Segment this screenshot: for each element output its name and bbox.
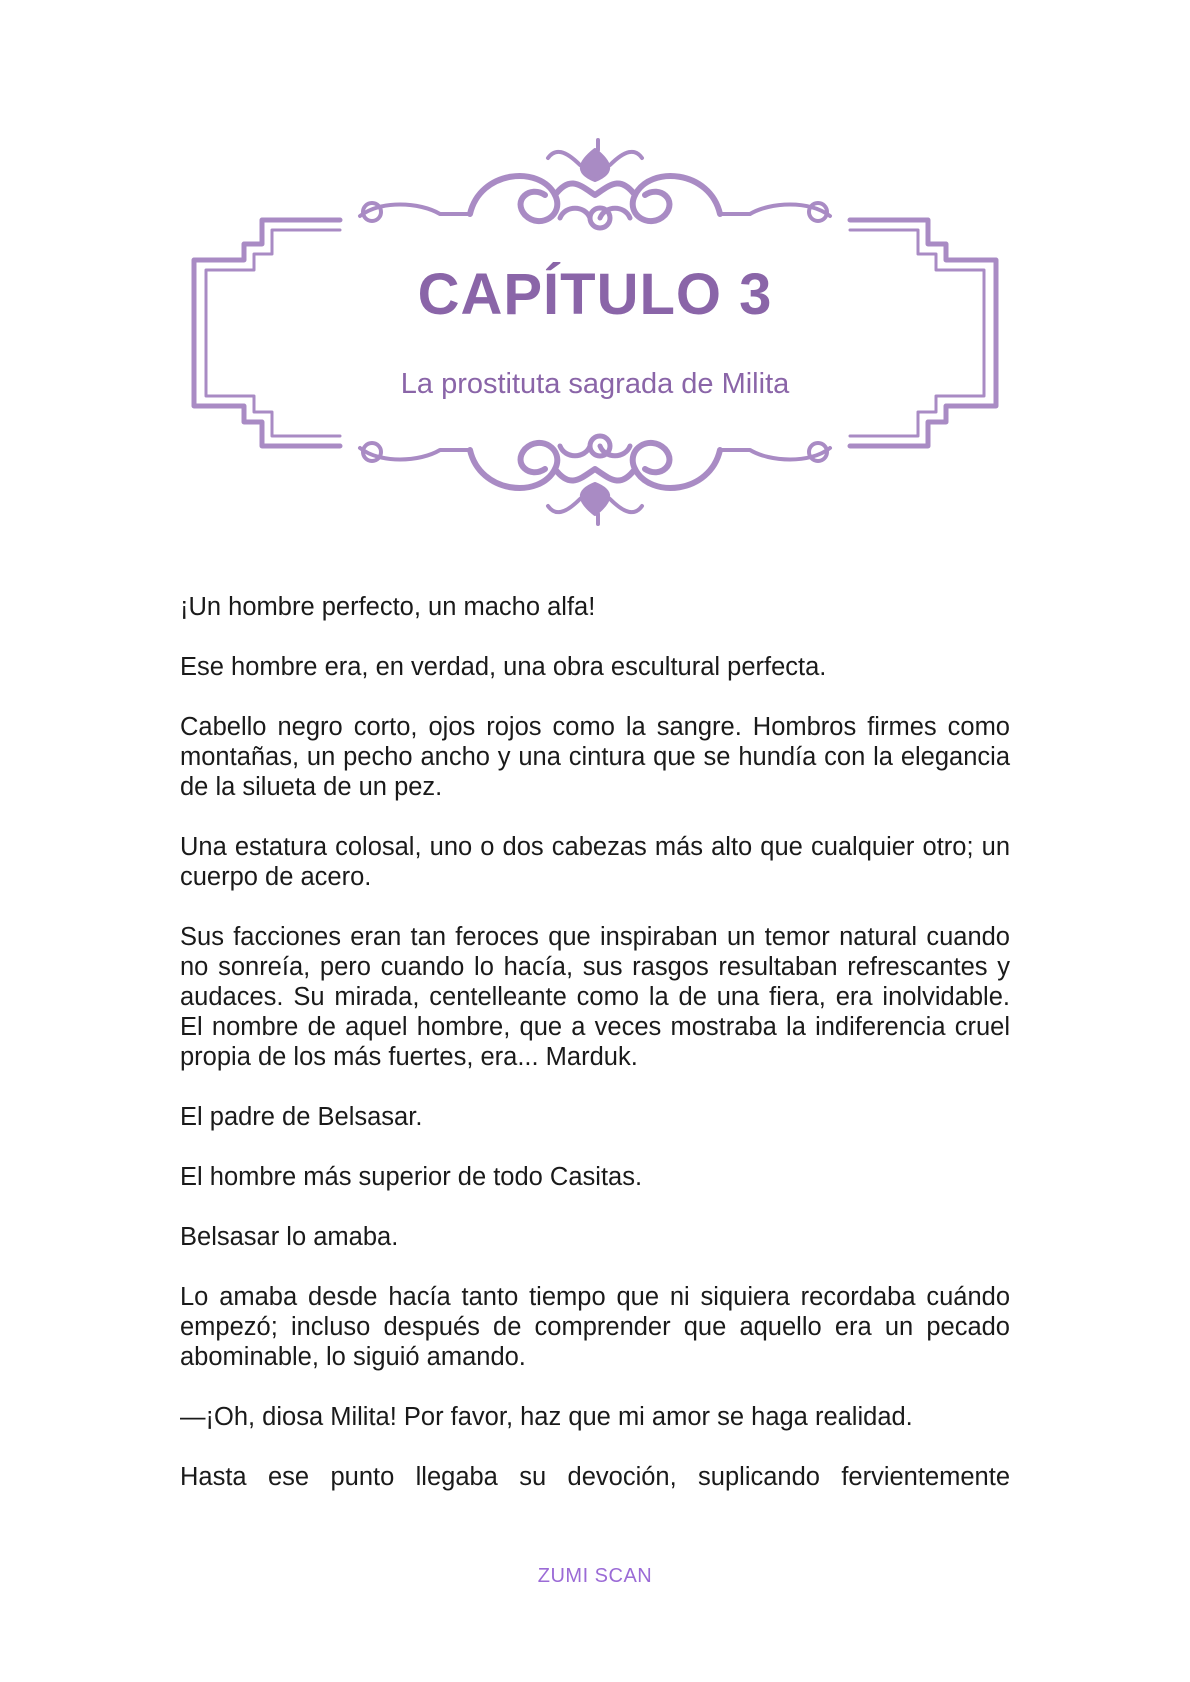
paragraph: El padre de Belsasar. xyxy=(180,1103,423,1131)
chapter-subtitle: La prostituta sagrada de Milita xyxy=(400,368,790,400)
paragraph: Lo amaba desde hacía tanto tiempo que ni siquiera recordaba cuándo empezó; incluso después de comprender que aquello era un pecado abominable, lo siguió amando. xyxy=(180,1283,1010,1371)
paragraph: —¡Oh, diosa Milita! Por favor, haz que mi amor se haga realidad. xyxy=(180,1403,913,1431)
footer-watermark: ZUMI SCAN xyxy=(537,1565,653,1587)
paragraph: ¡Un hombre perfecto, un macho alfa! xyxy=(180,593,596,621)
paragraph: Una estatura colosal, uno o dos cabezas más alto que cualquier otro; un cuerpo de acero. xyxy=(180,833,1010,891)
paragraph: El hombre más superior de todo Casitas. xyxy=(180,1163,643,1191)
chapter-title: CAPÍTULO 3 xyxy=(417,262,773,327)
paragraph: Cabello negro corto, ojos rojos como la sangre. Hombros firmes como montañas, un pecho ancho y una cintura que se hundía con la elegancia de la silueta de un pez. xyxy=(180,713,1010,801)
paragraph: Ese hombre era, en verdad, una obra escultural perfecta. xyxy=(180,653,827,681)
paragraph: Sus facciones eran tan feroces que inspiraban un temor natural cuando no sonreía, pero cuando lo hacía, sus rasgos resultaban refrescantes y audaces. Su mirada, centelleante como la de una fiera, era inolvidable. El nombre de aquel hombre, que a veces mostraba la indiferencia cruel propia de los más fuertes, era... Marduk. xyxy=(180,923,1010,1071)
paragraph: Hasta ese punto llegaba su devoción, suplicando fervientemente xyxy=(180,1463,1010,1491)
chapter-body xyxy=(180,592,1010,1492)
paragraph: Belsasar lo amaba. xyxy=(180,1223,399,1251)
